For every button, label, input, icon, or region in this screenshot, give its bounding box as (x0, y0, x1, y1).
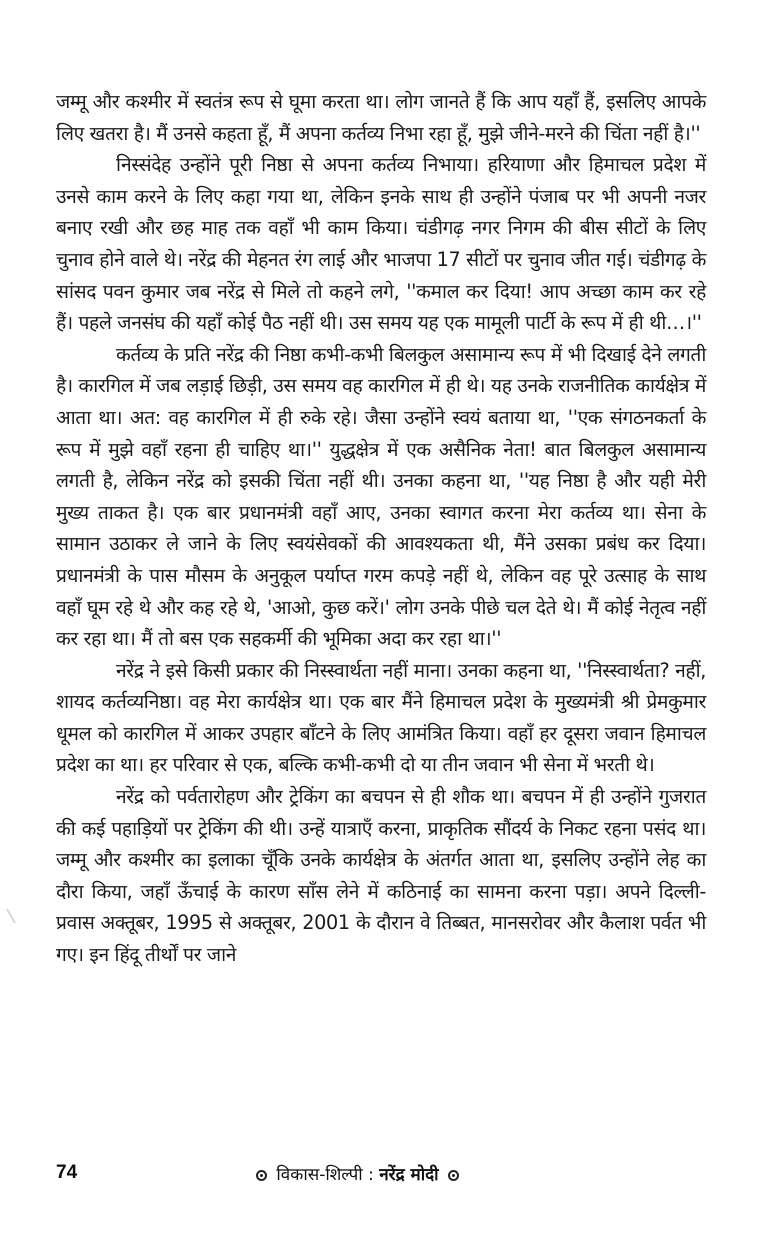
page-body (56, 86, 706, 971)
paragraph-5: नरेंद्र को पर्वतारोहण और ट्रेकिंग का बचपन से ही शौक था। बचपन में ही उन्होंने गुजरात की कई पहाड़ियों पर ट्रेकिंग की थी। उन्हें यात्राएँ करना, प्राकृतिक सौंदर्य के निकट रहना पसंद था। जम्मू और कश्मीर का इलाका चूँकि उनके कार्यक्षेत्र के अंतर्गत आता था, इसलिए उन्होंने लेह का दौरा किया, जहाँ ऊँचाई के कारण साँस लेने में कठिनाई का सामना करना पड़ा। अपने दिल्ली-प्रवास अक्तूबर, 1995 से अक्तूबर, 2001 के दौरान वे तिब्बत, मानसरोवर और कैलाश पर्वत भी गए। इन हिंदू तीर्थों पर जाने (56, 785, 706, 967)
paragraph-1: जम्मू और कश्मीर में स्वतंत्र रूप से घूमा करता था। लोग जानते हैं कि आप यहाँ हैं, इसलिए आपके लिए खतरा है। मैं उनसे कहता हूँ, मैं अपना कर्तव्य निभा रहा हूँ, मुझे जीने-मरने की चिंता नहीं है।'' (56, 90, 706, 145)
paragraph-2: निस्संदेह उन्होंने पूरी निष्ठा से अपना कर्तव्य निभाया। हरियाणा और हिमाचल प्रदेश में उनसे काम करने के लिए कहा गया था, लेकिन इनके साथ ही उन्होंने पंजाब पर भी अपनी नजर बनाए रखी और छह माह तक वहाँ भी काम किया। चंडीगढ़ नगर निगम की बीस सीटों के लिए चुनाव होने वाले थे। नरेंद्र की मेहनत रंग लाई और भाजपा 17 सीटों पर चुनाव जीत गई। चंडीगढ़ के सांसद पवन कुमार जब नरेंद्र से मिले तो कहने लगे, ''कमाल कर दिया! आप अच्छा काम कर रहे हैं। पहले जनसंघ की यहाँ कोई पैठ नहीं थी। उस समय यह एक मामूली पार्टी के रूप में ही थी…।'' (56, 153, 706, 335)
page-number: 74 (56, 1162, 78, 1183)
flower-ornament-icon (448, 1170, 459, 1181)
paragraph-4: नरेंद्र ने इसे किसी प्रकार की निस्स्वार्थता नहीं माना। उनका कहना था, ''निस्स्वार्थता? नहीं, शायद कर्तव्यनिष्ठा। वह मेरा कार्यक्षेत्र था। एक बार मैंने हिमाचल प्रदेश के मुख्यमंत्री श्री प्रेमकुमार धूमल को कारगिल में आकर उपहार बाँटने के लिए आमंत्रित किया। वहाँ हर दूसरा जवान हिमाचल प्रदेश का था। हर परिवार से एक, बल्कि कभी-कभी दो या तीन जवान भी सेना में भरती थे। (56, 658, 706, 777)
subject-name: नरेंद्र मोदी (379, 1165, 439, 1185)
scan-artifact-mark (6, 909, 16, 924)
book-title: विकास-शिल्पी : (276, 1165, 374, 1185)
page-footer (56, 1162, 706, 1192)
running-title (252, 1162, 463, 1185)
paragraph-3: कर्तव्य के प्रति नरेंद्र की निष्ठा कभी-कभी बिलकुल असामान्य रूप में भी दिखाई देने लगती है। कारगिल में जब लड़ाई छिड़ी, उस समय वह कारगिल में ही थे। यह उनके राजनीतिक कार्यक्षेत्र में आता था। अत: वह कारगिल में ही रुके रहे। जैसा उन्होंने स्वयं बताया था, ''एक संगठनकर्ता के रूप में मुझे वहाँ रहना ही चाहिए था।'' युद्धक्षेत्र में एक असैनिक नेता! बात बिलकुल असामान्य लगती है, लेकिन नरेंद्र को इसकी चिंता नहीं थी। उनका कहना था, ''यह निष्ठा है और यही मेरी मुख्य ताकत है। एक बार प्रधानमंत्री वहाँ आए, उनका स्वागत करना मेरा कर्तव्य था। सेना के सामान उठाकर ले जाने के लिए स्वयंसेवकों की आवश्यकता थी, मैंने उसका प्रबंध कर दिया। प्रधानमंत्री के पास मौसम के अनुकूल पर्याप्त गरम कपड़े नहीं थे, लेकिन वह पूरे उत्साह के साथ वहाँ घूम रहे थे और कह रहे थे, 'आओ, कुछ करें।' लोग उनके पीछे चल देते थे। मैं कोई नेतृत्व नहीं कर रहा था। मैं तो बस एक सहकर्मी की भूमिका अदा कर रहा था।'' (56, 342, 706, 651)
flower-ornament-icon (256, 1170, 267, 1181)
